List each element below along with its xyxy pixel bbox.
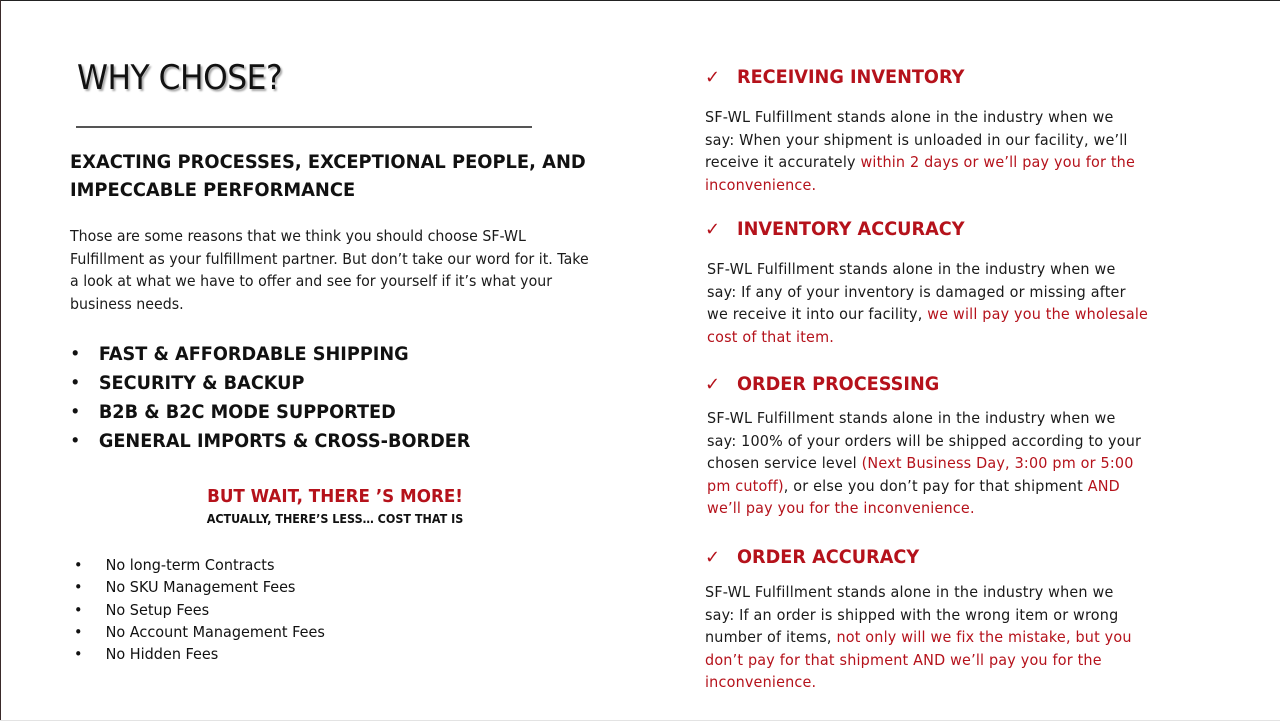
section-order-processing — [705, 369, 1175, 520]
no-fees-item — [74, 621, 325, 643]
bullet-icon: • — [70, 401, 81, 423]
feature-label: B2B & B2C MODE SUPPORTED — [98, 401, 396, 423]
section-title: INVENTORY ACCURACY — [737, 218, 965, 240]
feature-item — [70, 398, 470, 427]
bullet-icon: • — [74, 578, 83, 597]
section-header — [705, 62, 1175, 92]
body-highlight: (Next Business Day, 3:00 pm or 5:00 pm cutoff) — [707, 454, 1134, 495]
bullet-icon: • — [74, 645, 83, 664]
slide-border-left — [0, 0, 1, 721]
body-text: SF-WL Fulfillment stands alone in the industry when we say: If any of your inventory is damaged or missing after we receive it into our facility, — [707, 260, 1126, 323]
body-text: SF-WL Fulfillment stands alone in the industry when we say: 100% of your orders will be shipped according to your chosen service level — [707, 409, 1142, 472]
bullet-icon: • — [70, 430, 81, 452]
section-inventory-accuracy — [705, 214, 1175, 348]
section-title: RECEIVING INVENTORY — [737, 66, 965, 88]
bullet-icon: • — [74, 622, 83, 641]
body-text: SF-WL Fulfillment stands alone in the industry when we say: When your shipment is unloaded in our facility, we’ll receive it accurately — [705, 108, 1128, 171]
no-fees-list — [74, 554, 344, 665]
slide-border-top — [0, 0, 1280, 1]
no-fees-item — [74, 576, 325, 598]
no-fees-label: No SKU Management Fees — [105, 578, 296, 597]
no-fees-item — [74, 643, 325, 665]
section-header — [705, 214, 1175, 244]
checkmark-icon: ✓ — [705, 546, 721, 568]
body-highlight: we will pay you the wholesale cost of that item. — [707, 305, 1149, 346]
section-title: ORDER ACCURACY — [737, 546, 920, 568]
no-fees-label: No Setup Fees — [105, 600, 210, 619]
section-body — [705, 106, 1147, 196]
section-body — [705, 581, 1147, 694]
intro-paragraph: Those are some reasons that we think you should choose SF-WL Fulfillment as your fulfillment partner. But don’t take our word for it. Take a look at what we have to offer and see for yourself if it’s what your business needs. — [70, 227, 589, 313]
feature-item — [70, 369, 470, 398]
feature-label: GENERAL IMPORTS & CROSS-BORDER — [98, 430, 471, 452]
no-fees-item — [74, 599, 325, 621]
body-highlight: within 2 days or we’ll pay you for the inconvenience. — [705, 153, 1136, 194]
section-body — [707, 258, 1149, 348]
no-fees-label: No Account Management Fees — [105, 622, 325, 641]
feature-item — [70, 340, 470, 369]
more-callout — [130, 484, 540, 528]
bullet-icon: • — [74, 556, 83, 574]
section-header — [705, 369, 1175, 399]
bullet-icon: • — [74, 600, 83, 619]
section-receiving-inventory — [705, 62, 1175, 196]
section-order-accuracy — [705, 542, 1175, 694]
feature-label: FAST & AFFORDABLE SHIPPING — [98, 343, 409, 365]
checkmark-icon: ✓ — [705, 373, 721, 395]
body-highlight: not only will we fix the mistake, but you don’t pay for that shipment AND we’ll pay you for the inconvenience. — [705, 628, 1132, 691]
subheading: EXACTING PROCESSES, EXCEPTIONAL PEOPLE, AND IMPECCABLE PERFORMANCE — [70, 151, 586, 201]
body-text: , or else you don’t pay for that shipment — [783, 476, 1088, 495]
bullet-icon: • — [70, 343, 81, 365]
no-fees-label: No Hidden Fees — [105, 645, 219, 664]
page-title: WHY CHOSE? — [77, 58, 283, 98]
more-callout-subtitle: ACTUALLY, THERE’S LESS… COST THAT IS — [206, 512, 464, 526]
feature-item — [70, 427, 470, 456]
section-title: ORDER PROCESSING — [737, 373, 940, 395]
section-header — [705, 542, 1175, 572]
body-highlight: AND we’ll pay you for the inconvenience. — [707, 476, 1120, 517]
title-divider — [76, 126, 532, 128]
feature-label: SECURITY & BACKUP — [98, 372, 305, 394]
checkmark-icon: ✓ — [705, 66, 721, 88]
body-text: SF-WL Fulfillment stands alone in the industry when we say: If an order is shipped with the wrong item or wrong number of items, — [705, 583, 1119, 646]
checkmark-icon: ✓ — [705, 218, 721, 240]
no-fees-item — [74, 554, 325, 576]
feature-list — [70, 340, 501, 456]
section-body — [707, 407, 1149, 520]
bullet-icon: • — [70, 372, 81, 394]
no-fees-label: No long-term Contracts — [105, 556, 275, 574]
more-callout-title: BUT WAIT, THERE ’S MORE! — [207, 486, 463, 507]
